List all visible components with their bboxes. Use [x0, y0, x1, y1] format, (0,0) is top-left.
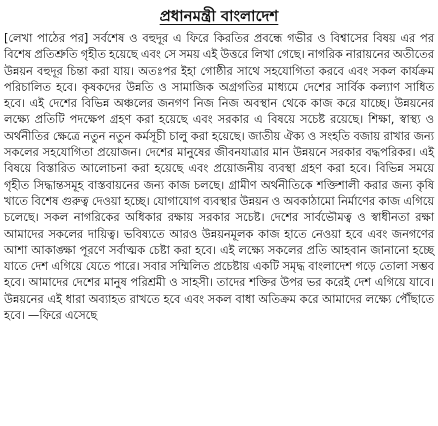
document-title: প্রধানমন্ত্রী বাংলাদেশ	[159, 7, 279, 25]
document-body: [লেখা পাঠের পর] সর্বশেষ ও বহুদূর এ ফিরে কিরতির প্রবন্ধে গভীর ও বিশ্বাসের বিষয় এর পর বিশেষ প্রতিশ্রুতি গৃহীত হয়েছে এবং সে সময় এই উত্তরে লিখা গেছে। নাগরিক নারায়নের অতীতের উন্নয়ন বহুদূর চিন্তা করা যায়। অতঃপর ইহা গোষ্ঠীর সাথে সহযোগিতা করবে এবং সকল কার্যক্রম পরিচালিত হবে। কৃষকদের উন্নতি ও সামাজিক অগ্রগতির মাধ্যমে দেশের সার্বিক কল্যাণ সাধিত হবে। এই দেশের বিভিন্ন অঞ্চলের জনগণ নিজ নিজ অবস্থান থেকে কাজ করে যাচ্ছে। উন্নয়নের লক্ষ্যে প্রতিটি পদক্ষেপ গ্রহণ করা হয়েছে এবং সরকার এ বিষয়ে সচেষ্ট রয়েছে। শিক্ষা, স্বাস্থ্য ও অর্থনীতির ক্ষেত্রে নতুন নতুন কর্মসূচী চালু করা হয়েছে। জাতীয় ঐক্য ও সংহতি বজায় রাখার জন্য সকলের সহযোগিতা প্রয়োজন। দেশের মানুষের জীবনযাত্রার মান উন্নয়নে সরকার বদ্ধপরিকর। এই বিষয়ে বিস্তারিত আলোচনা করা হয়েছে এবং প্রয়োজনীয় ব্যবস্থা গ্রহণ করা হবে। বিভিন্ন সময়ে গৃহীত সিদ্ধান্তসমূহ বাস্তবায়নের জন্য কাজ চলছে। গ্রামীণ অর্থনীতিকে শক্তিশালী করার জন্য কৃষি খাতে বিশেষ গুরুত্ব দেওয়া হচ্ছে। যোগাযোগ ব্যবস্থার উন্নয়ন ও অবকাঠামো নির্মাণের কাজ এগিয়ে চলেছে। সকল নাগরিকের অধিকার রক্ষায় সরকার সচেষ্ট। দেশের সার্বভৌমত্ব ও স্বাধীনতা রক্ষা আমাদের সকলের দায়িত্ব। ভবিষ্যতে আরও উন্নয়নমূলক কাজ হাতে নেওয়া হবে এবং জনগণের আশা আকাঙ্ক্ষা পূরণে সর্বাত্মক চেষ্টা করা হবে। এই লক্ষ্যে সকলের প্রতি আহবান জানানো হচ্ছে যাতে দেশ এগিয়ে যেতে পারে। সবার সম্মিলিত প্রচেষ্টায় একটি সমৃদ্ধ বাংলাদেশ গড়ে তোলা সম্ভব হবে। আমাদের দেশের মানুষ পরিশ্রমী ও সাহসী। তাদের শক্তির উপর ভর করেই দেশ এগিয়ে যাবে। উন্নয়নের এই ধারা অব্যাহত রাখতে হবে এবং সকল বাধা অতিক্রম করে আমাদের লক্ষ্যে পৌঁছাতে হবে। —ফিরে এসেছে	[4, 31, 434, 323]
